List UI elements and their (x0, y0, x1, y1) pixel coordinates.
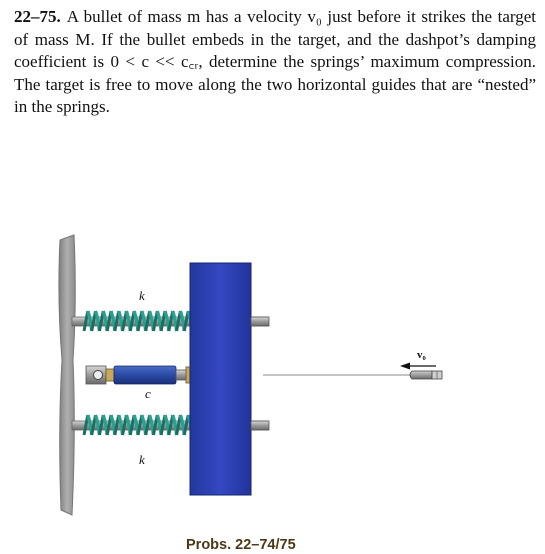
target-block (190, 263, 251, 495)
figure-caption: Probs. 22–74/75 (186, 537, 296, 553)
label-k-bottom: k (139, 452, 145, 467)
guide-rod-end-top (251, 317, 269, 326)
velocity-arrow (400, 363, 436, 370)
problem-text: A bullet of mass m has a velocity v₀ just before it strikes the target of mass M. If the bullet embeds in the target, and the dashpot’s damping coefficient is 0 < c << c꜀ᵣ, determine the springs’ maximum compression. The target is free to move along the two horizontal guides that are “nested” in the springs. (14, 7, 536, 116)
label-k-top: k (139, 288, 145, 303)
spring-top (84, 311, 192, 331)
dashpot (86, 366, 192, 384)
fixed-wall (59, 235, 75, 515)
label-c: c (145, 386, 151, 401)
bullet (410, 371, 442, 379)
problem-number: 22–75. (14, 7, 61, 26)
label-v0: v₀ (417, 349, 426, 361)
spring-bottom (84, 415, 192, 435)
guide-rod-end-bottom (251, 421, 269, 430)
